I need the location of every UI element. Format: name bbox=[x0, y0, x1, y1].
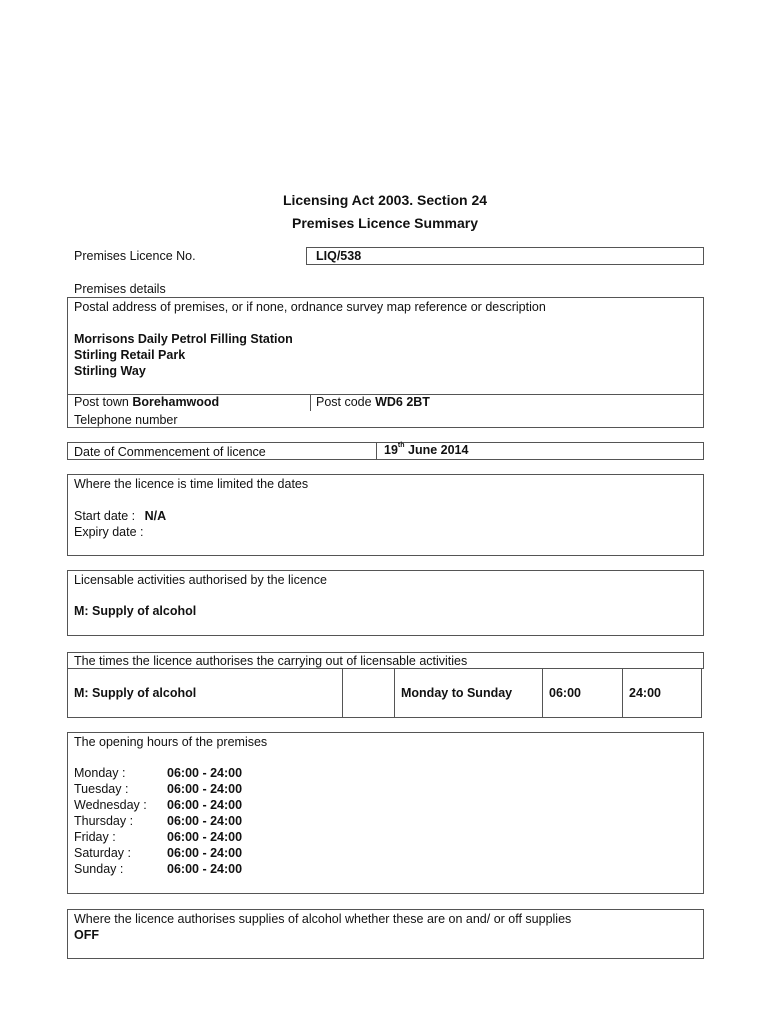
opening-hours-row bbox=[74, 765, 243, 781]
times-days: Monday to Sunday bbox=[401, 686, 513, 700]
address-line-1: Morrisons Daily Petrol Filling Station bbox=[74, 332, 293, 346]
post-code bbox=[316, 394, 430, 410]
day-hours: 06:00 - 24:00 bbox=[167, 798, 243, 812]
day-label: Tuesday : bbox=[74, 782, 129, 796]
day-label: Friday : bbox=[74, 830, 116, 844]
telephone-label: Telephone number bbox=[74, 413, 178, 427]
time-limited-label: Where the licence is time limited the dates bbox=[74, 477, 309, 491]
document-subtitle: Premises Licence Summary bbox=[292, 215, 478, 231]
start-date-value: N/A bbox=[144, 509, 167, 523]
document-title: Licensing Act 2003. Section 24 bbox=[282, 192, 488, 208]
commencement-box bbox=[67, 442, 704, 460]
times-header-box bbox=[67, 652, 704, 669]
activities-label: Licensable activities authorised by the licence bbox=[74, 573, 327, 587]
times-label: The times the licence authorises the carrying out of licensable activities bbox=[74, 654, 468, 668]
start-date bbox=[74, 508, 166, 524]
expiry-date-label: Expiry date : bbox=[74, 525, 144, 539]
day-label: Thursday : bbox=[74, 814, 134, 828]
address-line-3: Stirling Way bbox=[74, 364, 146, 378]
time-limited-box bbox=[67, 474, 704, 556]
post-town-value: Borehamwood bbox=[132, 395, 220, 409]
supplies-value: OFF bbox=[74, 928, 99, 942]
times-divider-4 bbox=[622, 669, 623, 717]
times-divider-3 bbox=[542, 669, 543, 717]
opening-hours-box bbox=[67, 732, 704, 894]
commencement-month-year: June 2014 bbox=[408, 443, 469, 457]
times-activity: M: Supply of alcohol bbox=[74, 686, 197, 700]
day-hours: 06:00 - 24:00 bbox=[167, 782, 243, 796]
day-label: Sunday : bbox=[74, 862, 124, 876]
post-row bbox=[68, 394, 703, 411]
opening-hours-row bbox=[74, 861, 243, 877]
address-label: Postal address of premises, or if none, ordnance survey map reference or description bbox=[74, 300, 546, 314]
day-hours: 06:00 - 24:00 bbox=[167, 830, 243, 844]
activities-box bbox=[67, 570, 704, 636]
post-town bbox=[74, 394, 219, 410]
commencement-date bbox=[384, 442, 468, 458]
day-hours: 06:00 - 24:00 bbox=[167, 862, 243, 876]
opening-hours-row bbox=[74, 797, 243, 813]
opening-hours-row bbox=[74, 845, 243, 861]
premises-details-box bbox=[67, 297, 704, 428]
commencement-divider bbox=[376, 443, 377, 459]
post-row-divider bbox=[310, 395, 311, 411]
day-label: Saturday : bbox=[74, 846, 131, 860]
post-code-label: Post code bbox=[316, 395, 372, 409]
premises-details-label: Premises details bbox=[74, 282, 166, 296]
times-row bbox=[67, 668, 702, 718]
day-hours: 06:00 - 24:00 bbox=[167, 766, 243, 780]
licence-no-label: Premises Licence No. bbox=[74, 249, 196, 263]
day-label: Monday : bbox=[74, 766, 126, 780]
times-start: 06:00 bbox=[549, 686, 581, 700]
licence-no-box bbox=[306, 247, 704, 265]
day-hours: 06:00 - 24:00 bbox=[167, 846, 243, 860]
times-divider-2 bbox=[394, 669, 395, 717]
post-town-label: Post town bbox=[74, 395, 129, 409]
opening-hours-label: The opening hours of the premises bbox=[74, 735, 268, 749]
supplies-box bbox=[67, 909, 704, 959]
times-divider-1 bbox=[342, 669, 343, 717]
times-end: 24:00 bbox=[629, 686, 661, 700]
day-label: Wednesday : bbox=[74, 798, 147, 812]
supplies-label: Where the licence authorises supplies of alcohol whether these are on and/ or off supplies bbox=[74, 912, 572, 926]
commencement-day: 19 bbox=[384, 443, 398, 457]
licence-no-value: LIQ/538 bbox=[316, 249, 362, 263]
address-line-2: Stirling Retail Park bbox=[74, 348, 186, 362]
post-code-value: WD6 2BT bbox=[375, 395, 430, 409]
commencement-day-suffix: th bbox=[397, 442, 405, 449]
commencement-label: Date of Commencement of licence bbox=[74, 445, 266, 459]
activities-value: M: Supply of alcohol bbox=[74, 604, 197, 618]
opening-hours-row bbox=[74, 813, 243, 829]
start-date-label: Start date : bbox=[74, 509, 136, 523]
opening-hours-row bbox=[74, 829, 243, 845]
day-hours: 06:00 - 24:00 bbox=[167, 814, 243, 828]
opening-hours-list bbox=[74, 765, 243, 877]
opening-hours-row bbox=[74, 781, 243, 797]
